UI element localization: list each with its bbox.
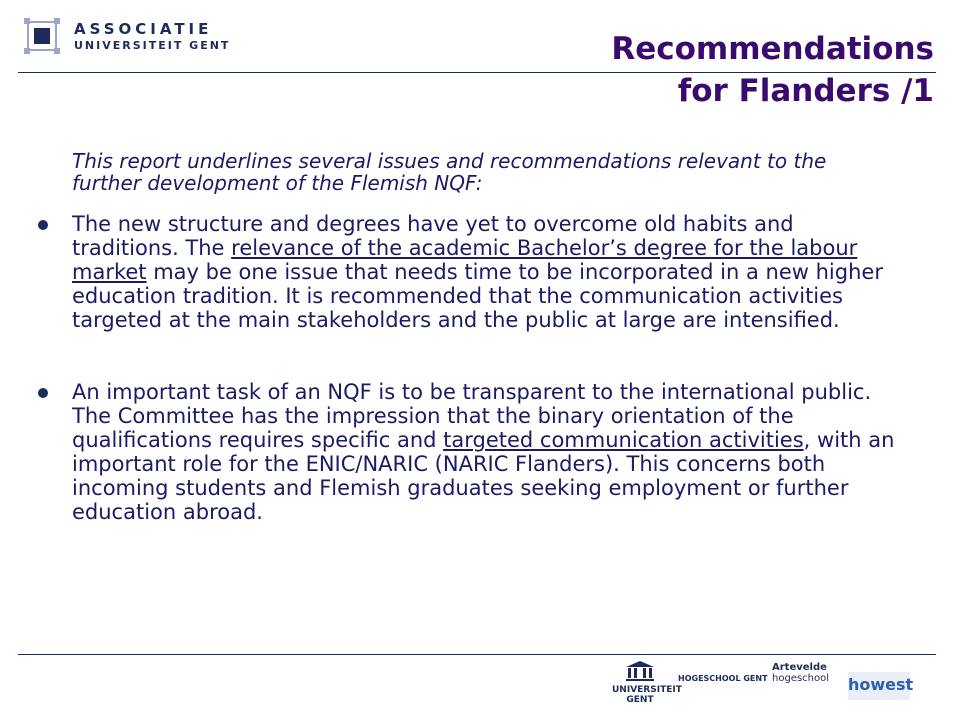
title-line-1: Recommendations <box>611 31 934 67</box>
ugent-logo <box>612 660 682 708</box>
footer-logos <box>612 660 912 710</box>
list-item <box>38 380 898 524</box>
title-line-2: for Flanders /1 <box>677 73 934 109</box>
bullet-text: may be one issue that needs time to be incorporated in a new higher education tradition. It is recommended that the communication activities targeted at the main stakeholders and the public at large are intensified. <box>72 260 883 332</box>
page-title <box>611 28 934 112</box>
bullet-text: An important task of an NQF is to be transparent to the international public. The Committee has the impression that the binary orientation of the qualifications requires specific and <box>72 380 872 452</box>
footer-divider <box>18 654 936 655</box>
hogent-text: HOGESCHOOL GENT <box>678 674 768 683</box>
bullet-text: The new structure and degrees have yet to overcome old habits and traditions. The <box>72 212 794 260</box>
bullet-icon <box>38 388 48 398</box>
header-divider <box>18 72 936 73</box>
howest-logo: howest <box>848 672 910 700</box>
ugent-text-1: UNIVERSITEIT <box>612 685 682 695</box>
intro-text: This report underlines several issues and recommendations relevant to the further development of the Flemish NQF: <box>72 149 827 195</box>
recommendation-list <box>38 212 898 524</box>
logo-text-associatie: ASSOCIATIE <box>74 20 213 38</box>
university-building-icon <box>625 660 655 682</box>
bullet-icon <box>38 220 48 230</box>
list-item <box>38 212 898 332</box>
underlined-text: targeted communication activities <box>443 428 804 452</box>
artevelde-text-2: hogeschool <box>772 673 830 684</box>
underlined-text: relevance of the academic Bachelor’s degree for the labour market <box>72 236 858 284</box>
hogent-logo <box>678 674 772 706</box>
associatie-logo <box>22 16 242 58</box>
artevelde-text-1: Artevelde <box>772 662 827 673</box>
logo-text-universiteit: UNIVERSITEIT GENT <box>74 39 231 52</box>
associatie-mark-icon <box>22 16 62 56</box>
bullet-text: , with an important role for the ENIC/NARIC (NARIC Flanders). This concerns both incoming students and Flemish graduates seeking employment or further education abroad. <box>72 428 895 524</box>
artevelde-logo <box>772 662 842 706</box>
ugent-text-2: GENT <box>626 695 654 705</box>
